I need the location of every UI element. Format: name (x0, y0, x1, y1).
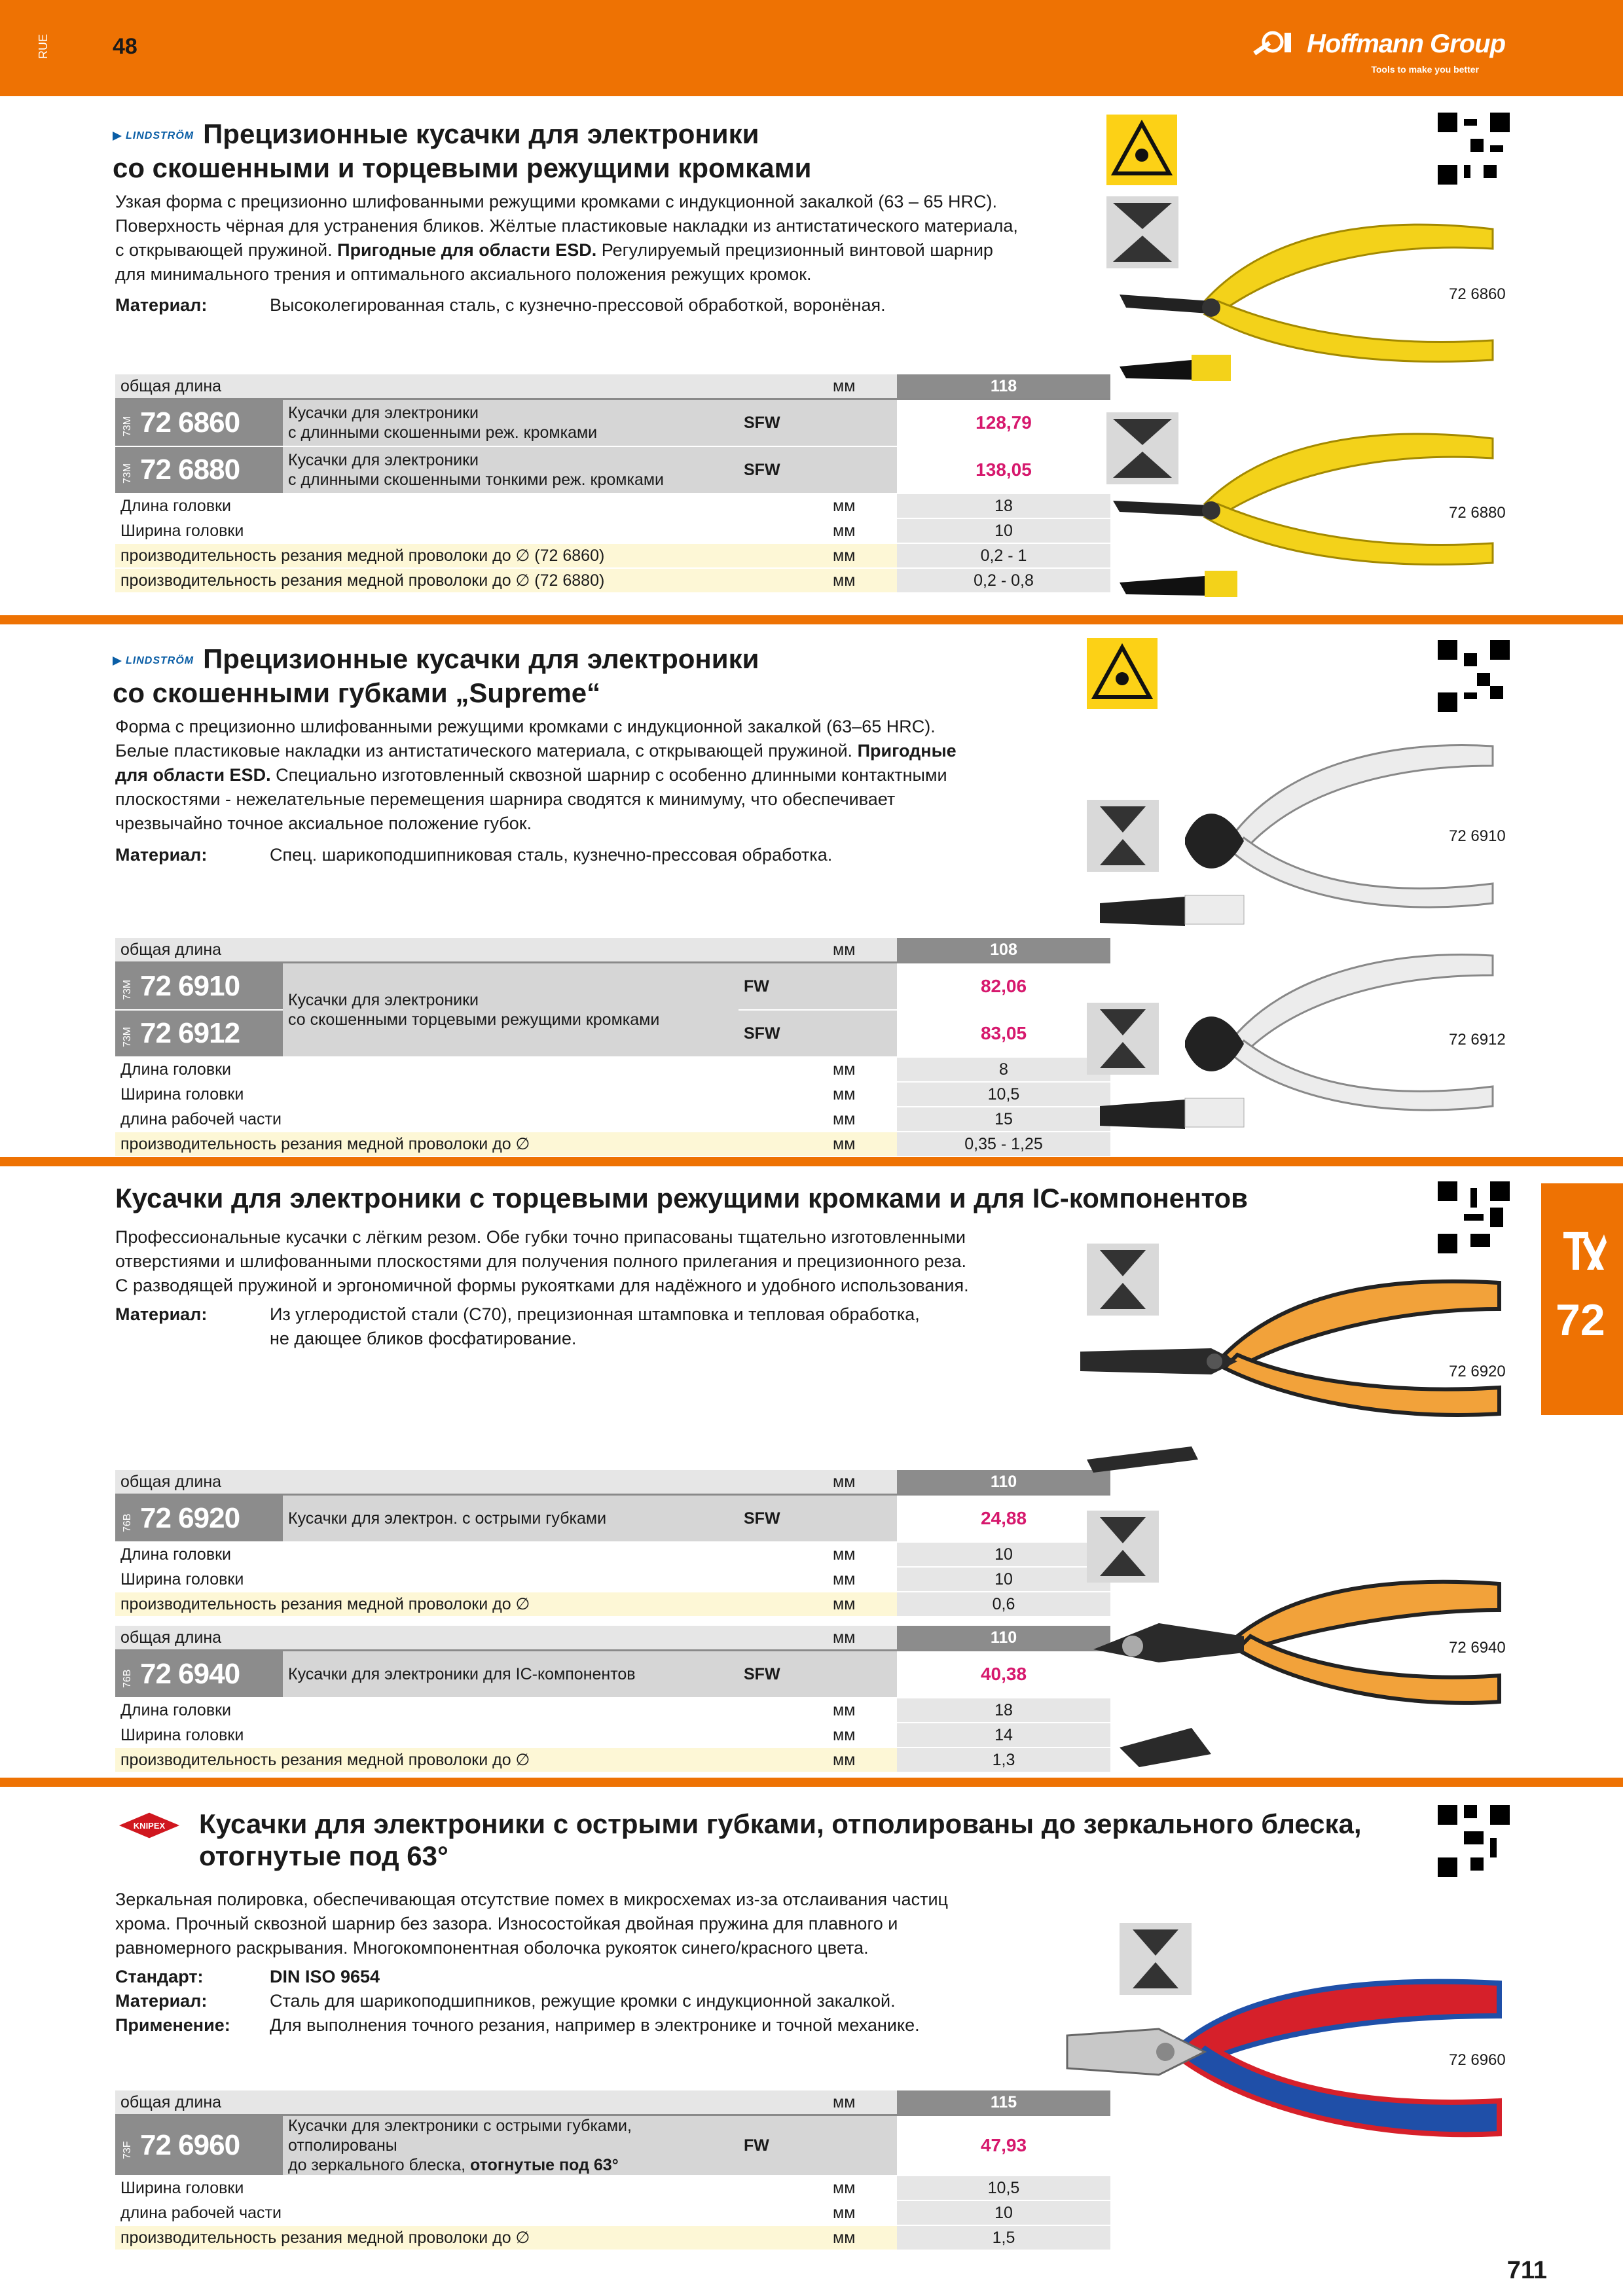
section-3-spec-table-1 (115, 1470, 1110, 1617)
table-row: производительность резания медной проволоки до ∅ (72 6860) мм 0,2 - 1 (115, 543, 1110, 568)
lindstrom-arrow-icon (113, 132, 122, 141)
item-code: FW (739, 963, 828, 1011)
table-row[interactable] (115, 2115, 1110, 2176)
page-number: 48 (113, 34, 137, 59)
item-code: SFW (739, 446, 828, 493)
section-1-material: Материал: Высоколегированная сталь, с кузнечно-прессовой обработкой, воронёная. (115, 295, 886, 315)
language-code: RUE (37, 33, 50, 59)
item-code: SFW (739, 1651, 828, 1698)
pliers-72-6940-image (1080, 1571, 1506, 1780)
table-row: Длина головки мм 8 (115, 1057, 1110, 1082)
article-number: 73M 72 6910 (115, 963, 283, 1011)
table-row: Длина головки мм 10 (115, 1542, 1110, 1567)
article-number: 73M 72 6912 (115, 1010, 283, 1057)
footer-page-number: 711 (1506, 2257, 1547, 2284)
table-row: длина рабочей части мм 15 (115, 1107, 1110, 1132)
section-1-spec-table (115, 374, 1110, 594)
section-4-specs: Стандарт: DIN ISO 9654 Материал: Сталь для шарикоподшипников, режущие кромки с индукционной закалкой. Применение: Для выполнения точного резания, например в электронике и точной механике. (115, 1967, 920, 2035)
section-3-material: Материал: Из углеродистой стали (C70), прецизионная штамповка и тепловая обработка, не дающее бликов фосфатирование. (115, 1304, 920, 1348)
section-divider (0, 1157, 1623, 1166)
pliers-72-6920-image (1080, 1270, 1506, 1486)
item-price: 138,05 (897, 446, 1110, 493)
item-code: SFW (739, 399, 828, 447)
section-3-header (115, 1182, 1359, 1214)
table-row: производительность резания медной проволоки до ∅ мм 1,3 (115, 1748, 1110, 1772)
esd-warning-icon (1106, 115, 1177, 185)
section-3-spec-table-2 (115, 1626, 1110, 1773)
length-row: общая длина мм 118 (115, 374, 1110, 399)
table-row: длина рабочей части мм 10 (115, 2200, 1110, 2225)
section-4-title: Кусачки для электроники с острыми губками, отполированы до зеркального блеска, отогнутые под 63° (199, 1808, 1362, 1871)
section-2-material: Материал: Спец. шарикоподшипниковая сталь, кузнечно-прессовая обработка. (115, 845, 833, 865)
item-name: Кусачки для электроники с длинными скошенными реж. кромками (283, 399, 739, 447)
chapter-number: 72 (1556, 1295, 1605, 1345)
pliers-chapter-icon (1561, 1229, 1607, 1275)
table-row: производительность резания медной проволоки до ∅ мм 0,6 (115, 1592, 1110, 1617)
image-label: 72 6920 (1449, 1363, 1506, 1380)
item-price: 83,05 (897, 1010, 1110, 1057)
lindstrom-logo: LINDSTRÖM (113, 645, 194, 677)
article-number: 73M 72 6860 (115, 399, 283, 447)
item-code: SFW (739, 1495, 828, 1543)
hoffmann-logo-icon (1253, 26, 1304, 62)
header-bar (0, 0, 1623, 96)
table-row[interactable] (115, 1651, 1110, 1698)
length-row: общая длина мм 110 (115, 1470, 1110, 1495)
table-row: Ширина головки мм 14 (115, 1723, 1110, 1748)
section-2-title: LINDSTRÖM Прецизионные кусачки для электроники со скошенными губками „Supreme“ (113, 643, 759, 709)
table-row: Ширина головки мм 10,5 (115, 1082, 1110, 1107)
section-divider (0, 615, 1623, 624)
table-row: Ширина головки мм 10 (115, 518, 1110, 543)
section-3-title: Кусачки для электроники с торцевыми режущими кромками и для IC-компонентов (115, 1183, 1248, 1213)
lindstrom-logo: LINDSTRÖM (113, 120, 194, 152)
image-label: 72 6910 (1449, 827, 1506, 845)
table-row: производительность резания медной проволоки до ∅ мм 1,5 (115, 2225, 1110, 2250)
article-number: 76B 72 6920 (115, 1495, 283, 1543)
item-code: FW (739, 2115, 828, 2176)
knipex-logo-icon (115, 1810, 183, 1840)
qr-code-icon (1438, 113, 1510, 185)
brand-tagline: Tools to make you better (1371, 64, 1479, 75)
qr-code-icon (1438, 1181, 1510, 1253)
section-1-header (113, 118, 1095, 184)
section-divider (0, 1778, 1623, 1787)
qr-code-icon (1438, 1805, 1510, 1877)
pliers-72-6910-image (1087, 726, 1506, 942)
image-label: 72 6912 (1449, 1031, 1506, 1049)
image-label: 72 6960 (1449, 2051, 1506, 2069)
item-price: 24,88 (897, 1495, 1110, 1543)
item-name: Кусачки для электроники со скошенными торцевыми режущими кромками (283, 963, 739, 1058)
section-4-description: Зеркальная полировка, обеспечивающая отсутствие помех в микросхемах из-за отслаивания частиц хрома. Прочный сквозной шарнир без зазора. Износостойкая двойная пружина для плавного и равномерного раскрывания. Многокомпонентная оболочка рукояток синего/красного цвета. (115, 1890, 949, 1958)
section-1-description: Узкая форма с прецизионно шлифованными режущими кромками с индукционной закалкой (63 – 65 HRC). Поверхность чёрная для устранения бликов. Жёлтые пластиковые накладки из антистатического материала, с открывающей пружиной. Пригодные для области ESD. Регулируемый прецизионный винтовой шарнир для минимального трения и оптимального аксиального положения режущих кромок. (115, 192, 1018, 284)
length-row: общая длина мм 108 (115, 938, 1110, 963)
knipex-logo-text: KNIPEX (133, 1821, 166, 1831)
item-price: 47,93 (897, 2115, 1110, 2176)
table-row[interactable] (115, 446, 1110, 493)
image-label: 72 6880 (1449, 504, 1506, 522)
esd-warning-icon (1087, 638, 1158, 709)
table-row: Ширина головки мм 10,5 (115, 2176, 1110, 2200)
table-row: производительность резания медной проволоки до ∅ мм 0,35 - 1,25 (115, 1132, 1110, 1157)
item-name: Кусачки для электроники с острыми губками, отполированы до зеркального блеска, отогнутые под 63° (283, 2115, 739, 2176)
item-price: 82,06 (897, 963, 1110, 1011)
table-row[interactable] (115, 399, 1110, 447)
pliers-72-6912-image (1087, 942, 1506, 1145)
article-number: 76B 72 6940 (115, 1651, 283, 1698)
length-row: общая длина мм 110 (115, 1626, 1110, 1651)
table-row: Длина головки мм 18 (115, 493, 1110, 518)
table-row: Ширина головки мм 10 (115, 1567, 1110, 1592)
length-row: общая длина мм 115 (115, 2090, 1110, 2115)
item-name: Кусачки для электрон. с острыми губками (283, 1495, 739, 1543)
table-row: Длина головки мм 18 (115, 1698, 1110, 1723)
section-2-description: Форма с прецизионно шлифованными режущими кромками с индукционной закалкой (63–65 HRC). Белые пластиковые накладки из антистатического материала, с открывающей пружиной. Пригодные для области ESD. Специально изготовленный сквозной шарнир с особенно длинными контактными плоскостями - нежелательные перемещения шарнира сводятся к минимуму, что обеспечивает чрезвычайно точное аксиальное положение губок. (115, 717, 957, 833)
section-4-spec-table (115, 2090, 1110, 2251)
brand-name: Hoffmann Group (1306, 29, 1505, 58)
section-2-header (113, 643, 1095, 709)
section-3-description: Профессиональные кусачки с лёгким резом. Обе губки точно припасованы тщательно изготовленными отверстиями и шлифованными плоскостями для получения полного прилегания и прецизионного реза. С разводящей пружиной и эргономичной формы рукоятками для надёжного и удобного использования. (115, 1227, 969, 1295)
item-name: Кусачки для электроники с длинными скошенными тонкими реж. кромками (283, 446, 739, 493)
section-4-header (115, 1808, 1425, 1872)
article-number: 73M 72 6880 (115, 446, 283, 493)
section-1-title: LINDSTRÖM Прецизионные кусачки для электроники со скошенными и торцевыми режущими кромками (113, 118, 812, 184)
item-price: 40,38 (897, 1651, 1110, 1698)
brand-logo (1253, 26, 1505, 75)
table-row[interactable] (115, 1495, 1110, 1543)
table-row: производительность резания медной проволоки до ∅ (72 6880) мм 0,2 - 0,8 (115, 568, 1110, 593)
pliers-72-6960-image (1054, 1964, 1506, 2179)
item-code: SFW (739, 1010, 828, 1057)
section-2-spec-table (115, 938, 1110, 1157)
lindstrom-arrow-icon (113, 656, 122, 666)
table-row[interactable] (115, 963, 1110, 1011)
article-number: 73F 72 6960 (115, 2115, 283, 2176)
item-name: Кусачки для электроники для IC-компонентов (283, 1651, 739, 1698)
image-label: 72 6940 (1449, 1639, 1506, 1657)
image-label: 72 6860 (1449, 285, 1506, 303)
qr-code-icon (1438, 640, 1510, 712)
item-price: 128,79 (897, 399, 1110, 447)
chapter-tab[interactable] (1541, 1183, 1623, 1415)
